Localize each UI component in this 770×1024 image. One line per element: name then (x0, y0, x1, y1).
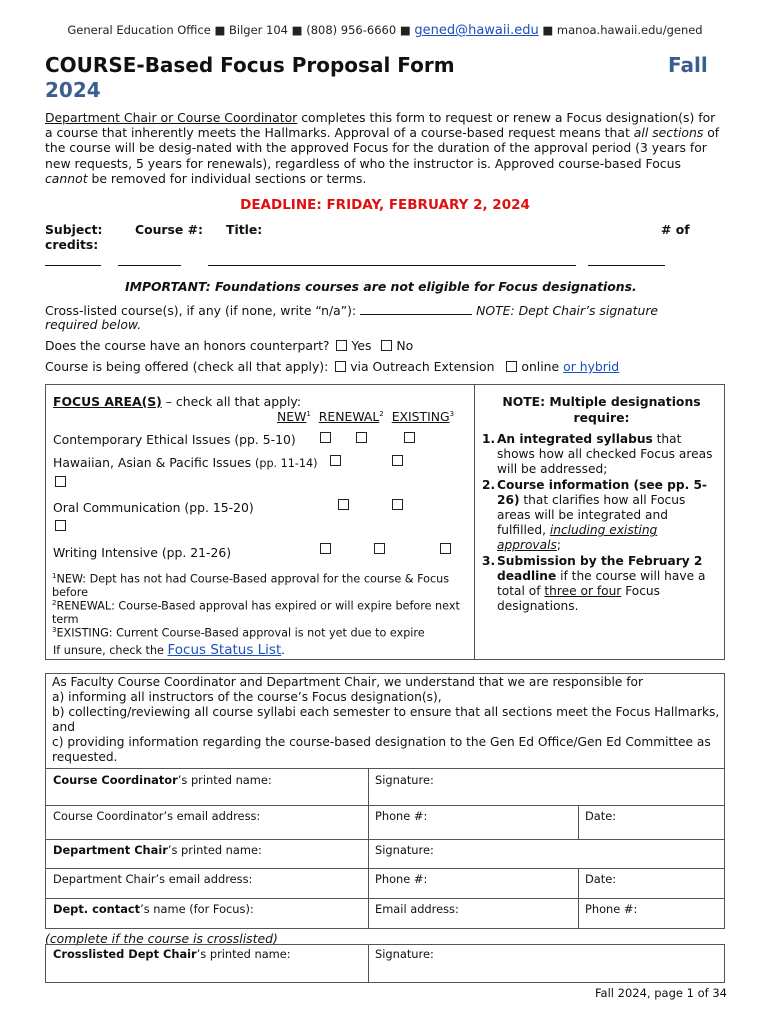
sup-2: 2 (379, 409, 384, 418)
cross-listed-note-2: required below. (45, 317, 142, 332)
multiple-note-heading-b: require: (573, 409, 630, 425)
dc-date-cell[interactable]: Date: (585, 872, 617, 886)
cc-phone-cell[interactable]: Phone #: (375, 809, 428, 823)
note-item-1 (482, 432, 720, 478)
note-rest-1: that shows how all checked Focus areas will be addressed; (497, 432, 713, 477)
fn-sup-3: 3 (52, 626, 57, 634)
dept-contact-cell[interactable] (46, 898, 254, 916)
intro-paragraph (45, 110, 725, 186)
form-title: COURSE-Based Focus Proposal Form (45, 53, 455, 77)
col-existing: EXISTING (391, 409, 450, 424)
subject-label: Subject: (45, 222, 103, 237)
subject-field[interactable] (45, 265, 101, 266)
intro-all-sections: all sections (633, 125, 704, 141)
focus-column-headers (277, 409, 454, 424)
focus-status-list-link[interactable]: Focus Status List (167, 642, 282, 658)
writing-existing-checkbox[interactable] (440, 543, 451, 554)
note-item-3 (482, 554, 720, 615)
sup-3: 3 (449, 409, 455, 418)
hap-renewal-checkbox[interactable] (330, 455, 341, 466)
footnote-new (52, 570, 468, 600)
cc-name-rest: ’s printed name: (177, 773, 272, 787)
term-label: Fall (668, 53, 708, 77)
intro-text-2: of the course will be desig-nated with the approved Focus for the duration of the approval period (3 years for new requests, 5 years for renewals), regardless of who the instructor is. Approved course-based Focus (45, 125, 720, 171)
dc-signature-cell[interactable]: Signature: (375, 843, 434, 857)
focus-area-instruction: – check all that apply: (161, 394, 302, 409)
focus-area-oral: Oral Communication (pp. 15-20) (53, 500, 254, 515)
dc-phone-cell[interactable]: Phone #: (375, 872, 428, 886)
dept-contact-email-cell[interactable]: Email address: (375, 902, 459, 916)
credits-label-b: credits: (45, 237, 99, 252)
responsibility-text (52, 675, 720, 765)
note-num-2: 2. (482, 477, 496, 492)
multiple-note-heading-a: NOTE: Multiple designations (502, 394, 701, 409)
cl-name-rest: ’s printed name: (196, 947, 291, 961)
dc-name-cell[interactable] (46, 839, 262, 857)
honors-yes-checkbox[interactable] (336, 340, 347, 351)
fn-existing-text: EXISTING: Current Course-Based approval is not yet due to expire (56, 626, 425, 640)
dc-email-cell[interactable]: Department Chair’s email address: (53, 872, 253, 886)
ethical-renewal-checkbox[interactable] (356, 432, 367, 443)
writing-renewal-checkbox[interactable] (374, 543, 385, 554)
col-renewal: RENEWAL (318, 409, 380, 424)
important-note: IMPORTANT: Foundations courses are not eligible for Focus designations. (125, 279, 637, 294)
note-after-2: ; (556, 538, 561, 553)
offered-row (45, 359, 619, 374)
fn-renewal-text: RENEWAL: Course-Based approval has expired or will expire before next term (52, 599, 460, 627)
credits-label-a: # of (661, 222, 690, 237)
honors-no-checkbox[interactable] (381, 340, 392, 351)
focus-area-heading (53, 394, 301, 409)
focus-area-title: FOCUS AREA(S) (53, 394, 162, 409)
oral-renewal-checkbox[interactable] (338, 499, 349, 510)
note-underline-3: three or four (544, 584, 622, 599)
hap-name: Hawaiian, Asian & Pacific Issues (53, 455, 252, 470)
fn-new-text: NEW: Dept has not had Course-Based approval for the course & Focus before (52, 572, 450, 600)
separator: ■ (291, 23, 303, 37)
separator: ■ (214, 23, 226, 37)
note-bold-3: Submission by the February 2 deadline (497, 553, 703, 583)
note-underline-2: including existing approvals (497, 523, 658, 553)
signature-table (45, 768, 725, 929)
unsure-period: . (281, 644, 285, 657)
note-bold-1: An integrated syllabus (497, 432, 653, 446)
note-bold-2: Course information (see pp. 5-26) (497, 477, 707, 507)
resp-intro: As Faculty Course Coordinator and Department Chair, we understand that we are responsible for (52, 675, 643, 689)
note-num-3: 3. (482, 553, 496, 568)
cross-listed-row (45, 303, 658, 318)
focus-area-ethical: Contemporary Ethical Issues (pp. 5-10) (53, 432, 296, 447)
intro-text-3: be removed for individual sections or terms. (87, 170, 367, 186)
cc-signature-cell[interactable]: Signature: (375, 773, 434, 787)
outreach-checkbox[interactable] (335, 361, 346, 372)
resp-b: b) collecting/reviewing all course syllabi each semester to ensure that all sections meet the Focus Hallmarks, and (52, 705, 720, 734)
cross-listed-field[interactable] (360, 303, 472, 315)
note-after-3: Focus designations. (497, 584, 661, 614)
fn-sup-2: 2 (52, 599, 57, 607)
unsure-line (53, 642, 285, 658)
focus-area-hap (53, 455, 318, 470)
hybrid-link[interactable]: or hybrid (563, 359, 620, 374)
col-new: NEW (277, 409, 307, 424)
cc-email-cell[interactable]: Course Coordinator’s email address: (53, 809, 261, 823)
footnote-existing (52, 624, 468, 640)
resp-a: a) informing all instructors of the course’s Focus designation(s), (52, 690, 442, 704)
dc-name-rest: ’s printed name: (167, 843, 262, 857)
outreach-label: via Outreach Extension (350, 359, 495, 374)
note-item-2 (482, 478, 720, 554)
cc-date-cell[interactable]: Date: (585, 809, 617, 823)
fn-sup-1: 1 (52, 572, 57, 580)
office-location: Bilger 104 (229, 23, 289, 37)
honors-no-label: No (396, 338, 414, 353)
honors-row (45, 338, 413, 353)
course-number-field[interactable] (118, 265, 181, 266)
note-rest-3: if the course will have a total of (497, 568, 706, 599)
cross-listed-note: NOTE: Dept Chair’s signature (476, 303, 659, 318)
crosslist-note: (complete if the course is crosslisted) (45, 931, 278, 946)
dept-contact-bold: Dept. contact (53, 902, 141, 916)
separator: ■ (542, 23, 554, 37)
year-label: 2024 (45, 78, 101, 102)
oral-new-checkbox[interactable] (55, 520, 66, 531)
crosslist-table (45, 944, 725, 983)
course-number-label: Course #: (135, 222, 203, 237)
honors-yes-label: Yes (351, 338, 372, 353)
office-name: General Education Office (67, 23, 211, 37)
unsure-text: If unsure, check the (53, 644, 164, 657)
online-checkbox[interactable] (506, 361, 517, 372)
cc-name-bold: Course Coordinator (53, 773, 178, 787)
ethical-existing-checkbox[interactable] (404, 432, 415, 443)
dc-name-bold: Department Chair (53, 843, 168, 857)
offered-label: Course is being offered (check all that apply): (45, 359, 329, 374)
sup-1: 1 (306, 409, 311, 418)
cl-name-bold: Crosslisted Dept Chair (53, 947, 197, 961)
title-field[interactable] (208, 265, 576, 266)
resp-c: c) providing information regarding the course-based designation to the Gen Ed Office/Gen Ed Committee as requested. (52, 735, 711, 764)
dept-contact-phone-cell[interactable]: Phone #: (585, 902, 638, 916)
intro-cannot: cannot (45, 170, 88, 186)
cc-name-label[interactable] (46, 769, 272, 787)
online-label: online (521, 359, 560, 374)
page-footer: Fall 2024, page 1 of 34 (595, 986, 727, 1000)
multiple-note-heading (478, 394, 725, 425)
cross-listed-label: Cross-listed course(s), if any (if none, write “n/a”): (45, 303, 357, 318)
office-phone: (808) 956-6660 (306, 23, 397, 37)
cl-name-cell[interactable] (46, 943, 291, 961)
footnote-renewal (52, 597, 468, 627)
separator: ■ (399, 23, 411, 37)
writing-new-checkbox[interactable] (320, 543, 331, 554)
hap-existing-checkbox[interactable] (392, 455, 403, 466)
note-rest-2: that clarifies how all Focus areas will be integrated and fulfilled, (497, 492, 686, 538)
deadline-banner: DEADLINE: FRIDAY, FEBRUARY 2, 2024 (240, 197, 530, 213)
hap-new-checkbox[interactable] (55, 476, 66, 487)
intro-role: Department Chair or Course Coordinator (45, 110, 298, 125)
email-link[interactable]: gened@hawaii.edu (414, 23, 539, 38)
hap-pages: (pp. 11-14) (254, 457, 318, 470)
oral-existing-checkbox[interactable] (392, 499, 403, 510)
cl-signature-cell[interactable]: Signature: (375, 947, 434, 961)
website-text: manoa.hawaii.edu/gened (556, 23, 703, 37)
focus-area-writing: Writing Intensive (pp. 21-26) (53, 545, 232, 560)
honors-label: Does the course have an honors counterpart? (45, 338, 330, 353)
credits-field[interactable] (588, 265, 665, 266)
note-num-1: 1. (482, 432, 496, 446)
ethical-new-checkbox[interactable] (320, 432, 331, 443)
multiple-note-list (482, 432, 720, 614)
title-label: Title: (226, 222, 263, 237)
dept-contact-rest: ’s name (for Focus): (140, 902, 254, 916)
header-contact-line (0, 23, 770, 38)
intro-text-1: completes this form to request or renew a Focus designation(s) for a course that inherently meets the Hallmarks. Approval of a course-based request means that (45, 110, 716, 141)
